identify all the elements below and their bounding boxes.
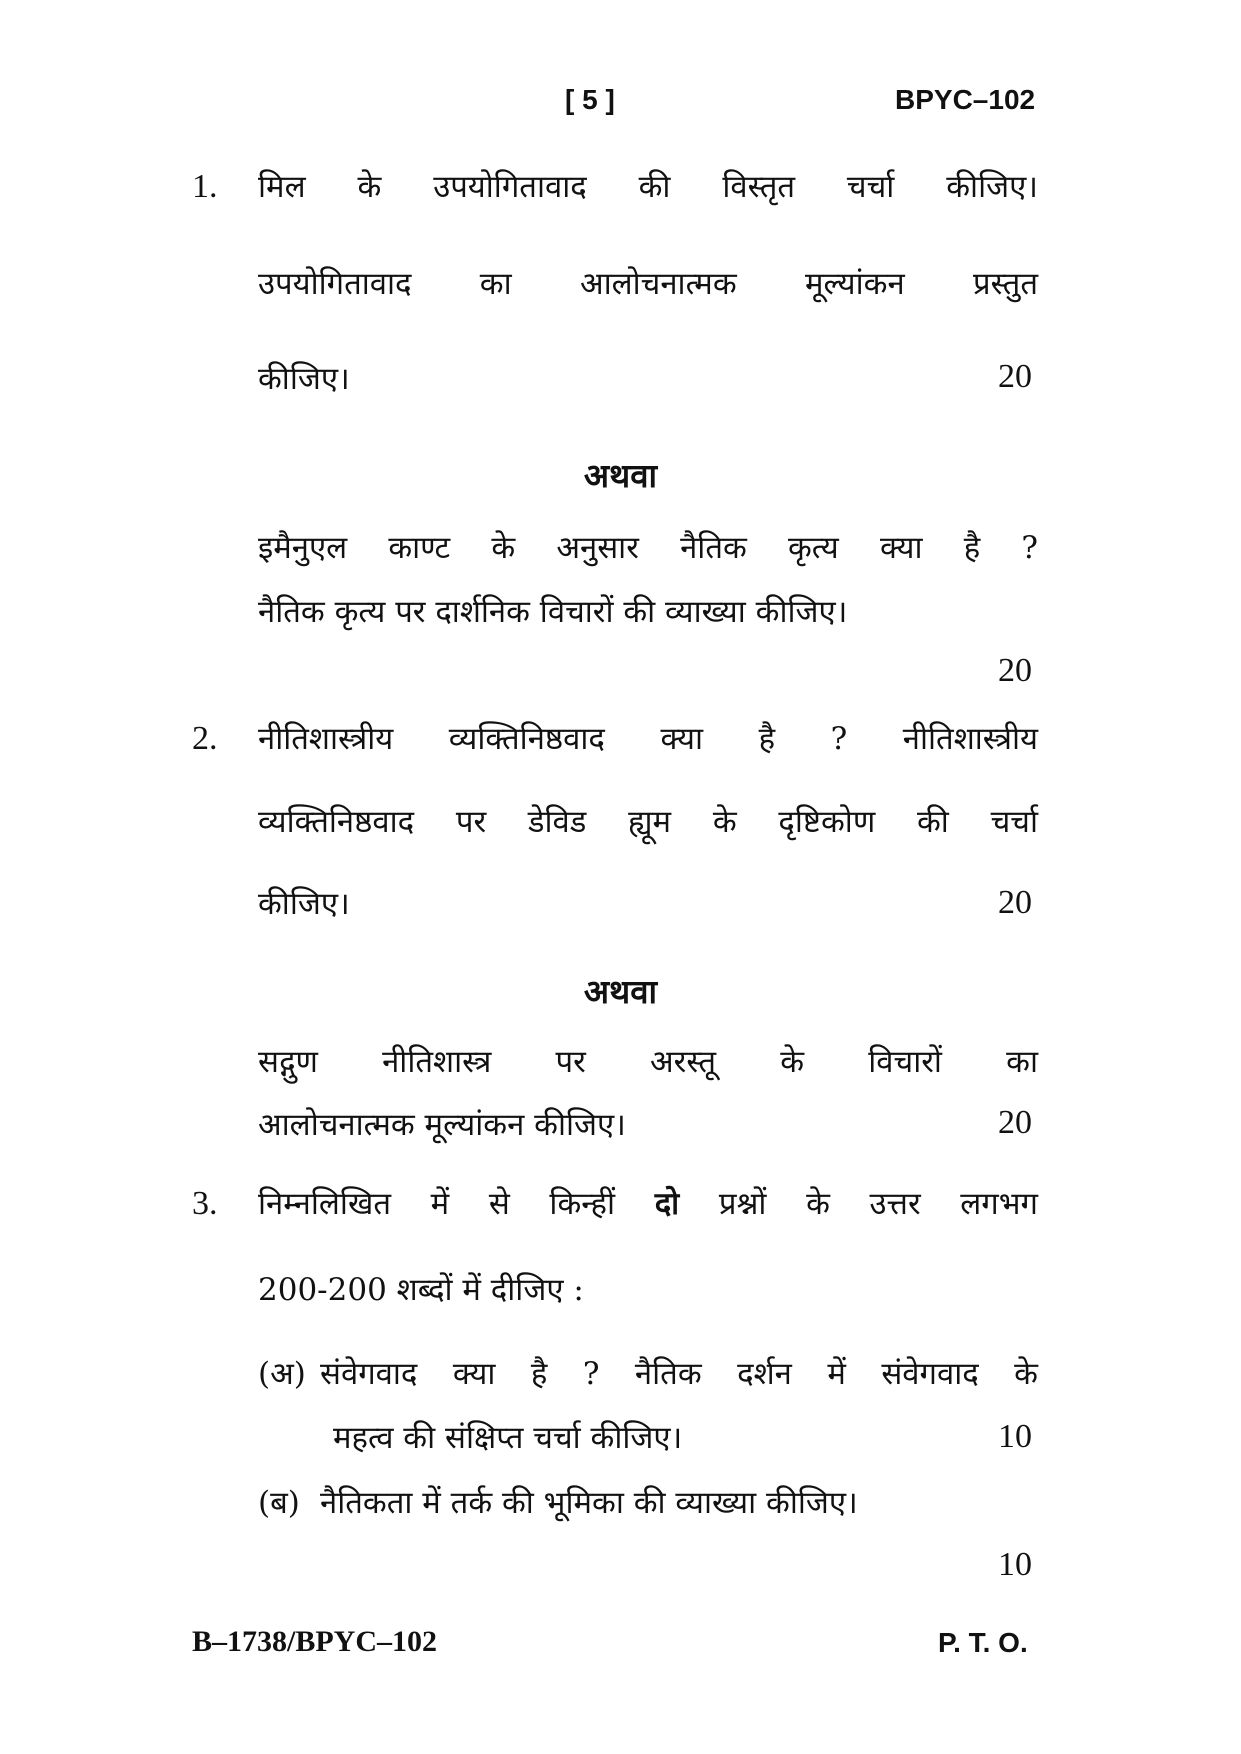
- question-3-number: 3.: [192, 1185, 218, 1222]
- question-2-alt-marks: 20: [998, 1104, 1032, 1141]
- paper-code: BPYC–102: [895, 84, 1036, 115]
- or-heading-2: अथवा: [583, 972, 658, 1011]
- or-heading-1: अथवा: [583, 456, 658, 495]
- question-1-line-2: उपयोगितावाद का आलोचनात्मक मूल्यांकन प्रस्तुत: [258, 266, 1038, 302]
- question-2-marks: 20: [998, 884, 1032, 921]
- question-2-line-3: कीजिए।: [258, 886, 350, 922]
- question-1-line-1: मिल के उपयोगितावाद की विस्तृत चर्चा कीजिए।: [258, 169, 1038, 205]
- question-1-number: 1.: [192, 168, 218, 205]
- question-1-marks: 20: [998, 358, 1032, 395]
- question-2-alt-line-2: आलोचनात्मक मूल्यांकन कीजिए।: [258, 1107, 626, 1143]
- question-2-number: 2.: [192, 720, 218, 757]
- question-1-alt-marks: 20: [998, 652, 1032, 689]
- question-2-alt-line-1: सद्गुण नीतिशास्त्र पर अरस्तू के विचारों का: [258, 1044, 1038, 1080]
- question-2-line-1: नीतिशास्त्रीय व्यक्तिनिष्ठवाद क्या है ? नीतिशास्त्रीय: [258, 721, 1038, 757]
- question-1-alt-line-2: नैतिक कृत्य पर दार्शनिक विचारों की व्याख्या कीजिए।: [258, 594, 848, 630]
- sub-question-b-marks: 10: [998, 1546, 1032, 1583]
- sub-question-b-line-1: नैतिकता में तर्क की भूमिका की व्याख्या कीजिए।: [320, 1485, 858, 1521]
- sub-question-b-label: (ब): [258, 1485, 300, 1521]
- question-3-line-2: 200-200 शब्दों में दीजिए :: [258, 1272, 584, 1308]
- footer-paper-code: B–1738/BPYC–102: [192, 1625, 438, 1658]
- question-1-line-3: कीजिए।: [258, 361, 350, 397]
- sub-question-a-line-1: संवेगवाद क्या है ? नैतिक दर्शन में संवेगवाद के: [320, 1356, 1038, 1392]
- sub-question-a-marks: 10: [998, 1418, 1032, 1455]
- footer-pto: P. T. O.: [938, 1627, 1028, 1658]
- question-2-line-2: व्यक्तिनिष्ठवाद पर डेविड ह्यूम के दृष्टिकोण की चर्चा: [258, 804, 1038, 840]
- page-number: [ 5 ]: [565, 84, 615, 115]
- question-1-alt-line-1: इमैनुएल काण्ट के अनुसार नैतिक कृत्य क्या है ?: [258, 530, 1038, 566]
- question-3-line-1: निम्नलिखित में से किन्हीं दो प्रश्नों के उत्तर लगभग: [258, 1186, 1038, 1222]
- sub-question-a-line-2: महत्व की संक्षिप्त चर्चा कीजिए।: [333, 1420, 683, 1456]
- sub-question-a-label: (अ): [258, 1356, 306, 1392]
